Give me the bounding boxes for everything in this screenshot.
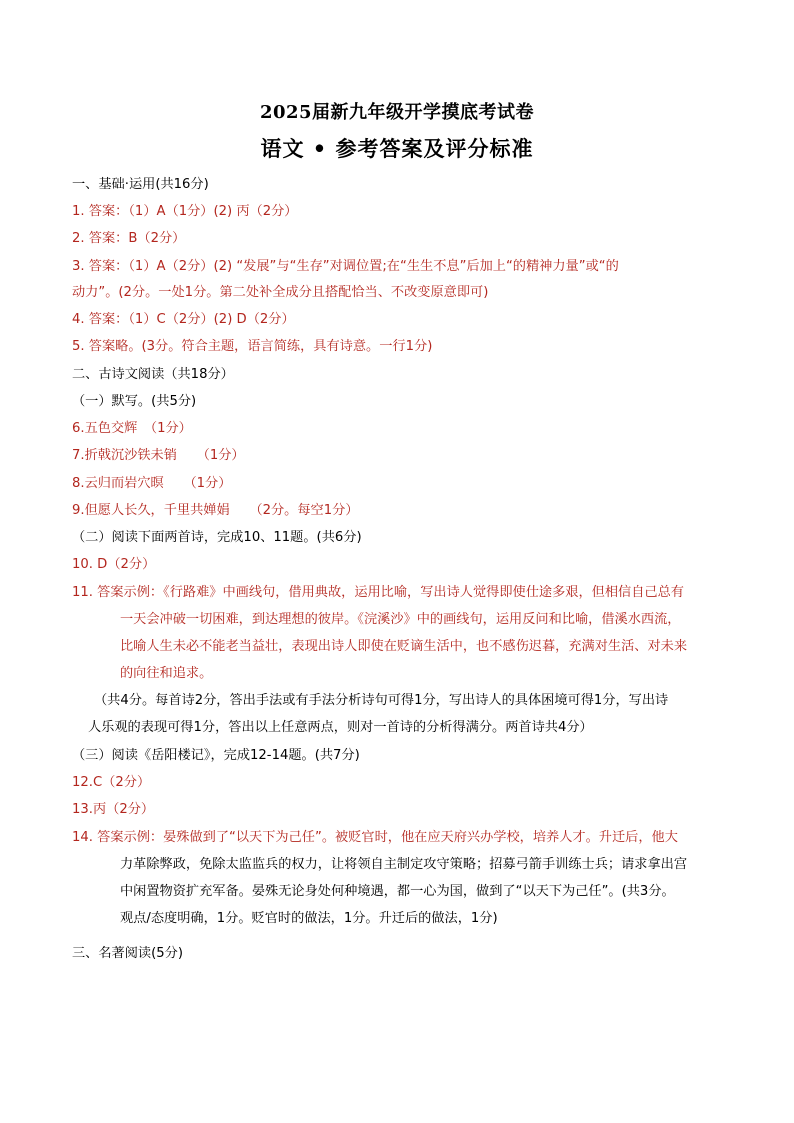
answer-line-14: 14. 答案示例：晏殊做到了“以天下为己任”。被贬官时，他在应天府兴办学校，培养人才。升迁后，他大 — [72, 830, 678, 845]
answer-line-14-cont-2: 中闲置物资扩充军备。晏殊无论身处何种境遇，都一心为国，做到了“以天下为己任”。(共3分。 — [120, 884, 675, 899]
answer-line-13: 13.丙（2分） — [72, 802, 155, 817]
answer-line-5: 5. 答案略。(3分。符合主题，语言简练，具有诗意。一行1分) — [72, 339, 433, 354]
answer-line-12: 12.C（2分） — [72, 775, 151, 790]
section-heading-3: 三、名著阅读(5分) — [72, 946, 183, 961]
scoring-note-11-cont: 人乐观的表现可得1分，答出以上任意两点，则对一首诗的分析得满分。两首诗共4分） — [88, 720, 593, 735]
section-heading-2: 二、古诗文阅读（共18分） — [72, 367, 234, 382]
answer-line-11-cont-1: 一天会冲破一切困难，到达理想的彼岸。《浣溪沙》中的画线句，运用反问和比喻，借溪水西流， — [120, 612, 681, 627]
answer-line-7: 7.折戟沉沙铁未销 （1分） — [72, 448, 245, 463]
answer-line-14-cont-1: 力革除弊政，免除太监监兵的权力，让将领自主制定攻守策略；招募弓箭手训练士兵；请求拿出宫 — [120, 857, 688, 872]
answer-line-3: 3. 答案：（1）A（2分）(2) “发展”与“生存”对调位置;在“生生不息”后加上“的精神力量”或“的 — [72, 259, 619, 274]
answer-line-11-cont-2: 比喻人生未必不能老当益壮，表现出诗人即使在贬谪生活中，也不感伤迟暮，充满对生活、对未来 — [120, 639, 688, 654]
exam-title: 2025届新九年级开学摸底考试卷 — [259, 102, 535, 123]
section-heading-1: 一、基础·运用(共16分) — [72, 177, 209, 192]
answer-line-9: 9.但愿人长久，千里共婵娟 （2分。每空1分） — [72, 503, 359, 518]
answer-line-11: 11. 答案示例：《行路难》中画线句，借用典故，运用比喻，写出诗人觉得即使仕途多艰，但相信自己总有 — [72, 585, 684, 600]
answer-line-2: 2. 答案：B（2分） — [72, 231, 186, 246]
answer-line-3-cont: 动力”。(2分。一处1分。第二处补全成分且搭配恰当、不改变原意即可) — [72, 285, 489, 300]
answer-line-10: 10. D（2分） — [72, 557, 156, 572]
answer-line-1: 1. 答案：（1）A（1分）(2) 丙（2分） — [72, 204, 298, 219]
answer-line-11-cont-3: 的向往和追求。 — [120, 666, 213, 681]
answer-line-6: 6.五色交辉 （1分） — [72, 421, 192, 436]
answer-line-14-cont-3: 观点/态度明确，1分。贬官时的做法，1分。升迁后的做法，1分) — [120, 911, 498, 926]
answer-line-8: 8.云归而岩穴暝 （1分） — [72, 476, 232, 491]
subsection-heading-1: （一）默写。(共5分) — [72, 394, 197, 409]
exam-subtitle: 语文 • 参考答案及评分标准 — [260, 136, 534, 161]
subsection-heading-2: （二）阅读下面两首诗，完成10、11题。(共6分) — [72, 530, 362, 545]
answer-line-4: 4. 答案：（1）C（2分）(2) D（2分） — [72, 312, 295, 327]
scoring-note-11: （共4分。每首诗2分，答出手法或有手法分析诗句可得1分，写出诗人的具体困境可得1分，写出诗 — [94, 693, 669, 708]
subsection-heading-3: （三）阅读《岳阳楼记》，完成12-14题。(共7分) — [72, 748, 360, 763]
